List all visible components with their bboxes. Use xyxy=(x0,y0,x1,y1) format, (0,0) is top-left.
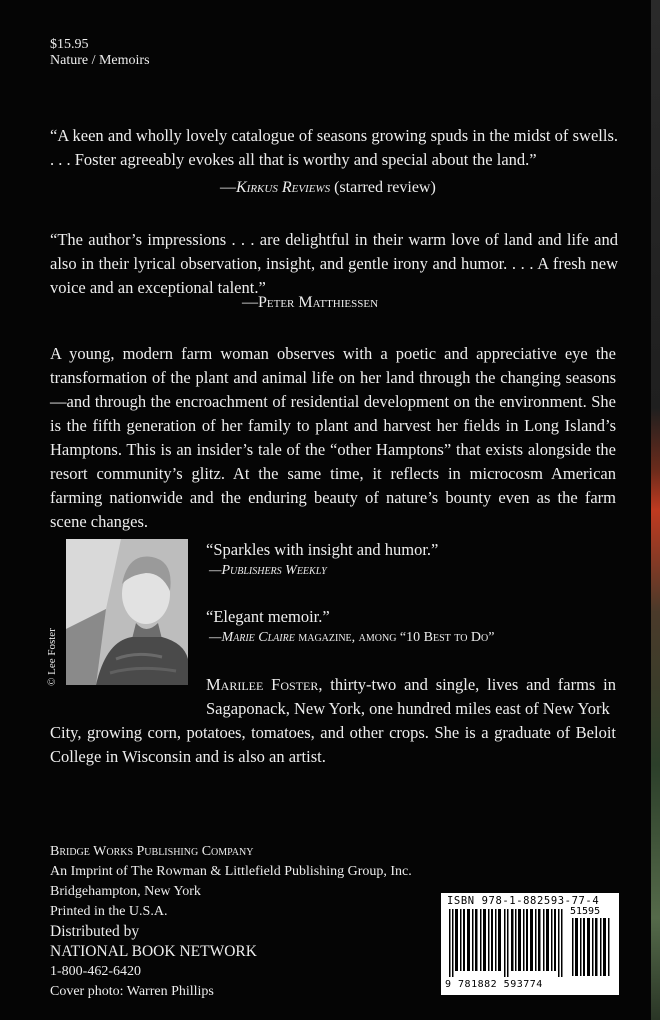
phone-number: 1-800-462-6420 xyxy=(50,964,141,979)
author-bio-rest: City, growing corn, potatoes, tomatoes, and other crops. She is a graduate of Beloit College in Wisconsin and is also an artist. xyxy=(50,723,616,766)
publisher-name: Bridge Works Publishing Company xyxy=(50,844,254,859)
price: $15.95 xyxy=(50,37,89,52)
author-bio-intro: Marilee Foster, thirty-two and single, lives and farms in Sagaponack, New York, one hundred miles east of New York xyxy=(206,675,616,718)
attribution-kirkus: —Kirkus Reviews (starred review) xyxy=(220,179,436,196)
barcode-ext-bars-icon xyxy=(571,918,613,976)
book-description: A young, modern farm woman observes with a poetic and appreciative eye the transformation of the plant and animal life on her land through the changing seasons—and through the encroachment of residential development on the environment. She is the fifth generation of her family to plant and harvest her fields in Long Island’s Hamptons. This is an insider’s tale of the “other Hamptons” that exists alongside the resort community’s glitz. At the same time, it reflects in microcosm American farming nationwide and the enduring beauty of nature’s bounty even as the farm scene changes. xyxy=(50,344,616,531)
photo-credit: © Lee Foster xyxy=(46,628,58,686)
publisher-info xyxy=(50,842,412,1002)
quote-kirkus: “A keen and wholly lovely catalogue of seasons growing spuds in the midst of swells. . . . Foster agreeably evokes all that is worthy and special about the land.” xyxy=(50,126,618,169)
review-marie-claire: “Elegant memoir.” xyxy=(206,607,330,626)
spine-edge-strip xyxy=(651,0,660,1020)
publisher-imprint: An Imprint of The Rowman & Littlefield Publishing Group, Inc. xyxy=(50,864,412,879)
publisher-city: Bridgehampton, New York xyxy=(50,884,201,899)
review-publishers-weekly: “Sparkles with insight and humor.” xyxy=(206,540,439,559)
distributed-by: Distributed by xyxy=(50,923,140,940)
category: Nature / Memoirs xyxy=(50,53,150,68)
attribution-matthiessen: —Peter Matthiessen xyxy=(242,294,379,311)
cover-photo-credit: Cover photo: Warren Phillips xyxy=(50,984,214,999)
barcode-ext-number: 51595 xyxy=(570,906,601,917)
isbn-barcode xyxy=(441,893,619,995)
barcode-number: 9 781882 593774 xyxy=(445,979,543,990)
printed-in: Printed in the U.S.A. xyxy=(50,904,168,919)
distributor-name: NATIONAL BOOK NETWORK xyxy=(50,943,257,960)
quote-matthiessen: “The author’s impressions . . . are delightful in their warm love of land and life and also in their lyrical observation, insight, and gentle irony and humor. . . . A fresh new voice and an exceptional talent.” xyxy=(50,230,618,297)
barcode-bars-icon xyxy=(447,909,567,977)
isbn-label: ISBN 978-1-882593-77-4 xyxy=(447,895,600,907)
attribution-publishers-weekly: —Publishers Weekly xyxy=(209,563,327,578)
attribution-marie-claire: —Marie Claire magazine, among “10 Best to Do” xyxy=(209,630,495,645)
author-photo xyxy=(66,539,188,685)
